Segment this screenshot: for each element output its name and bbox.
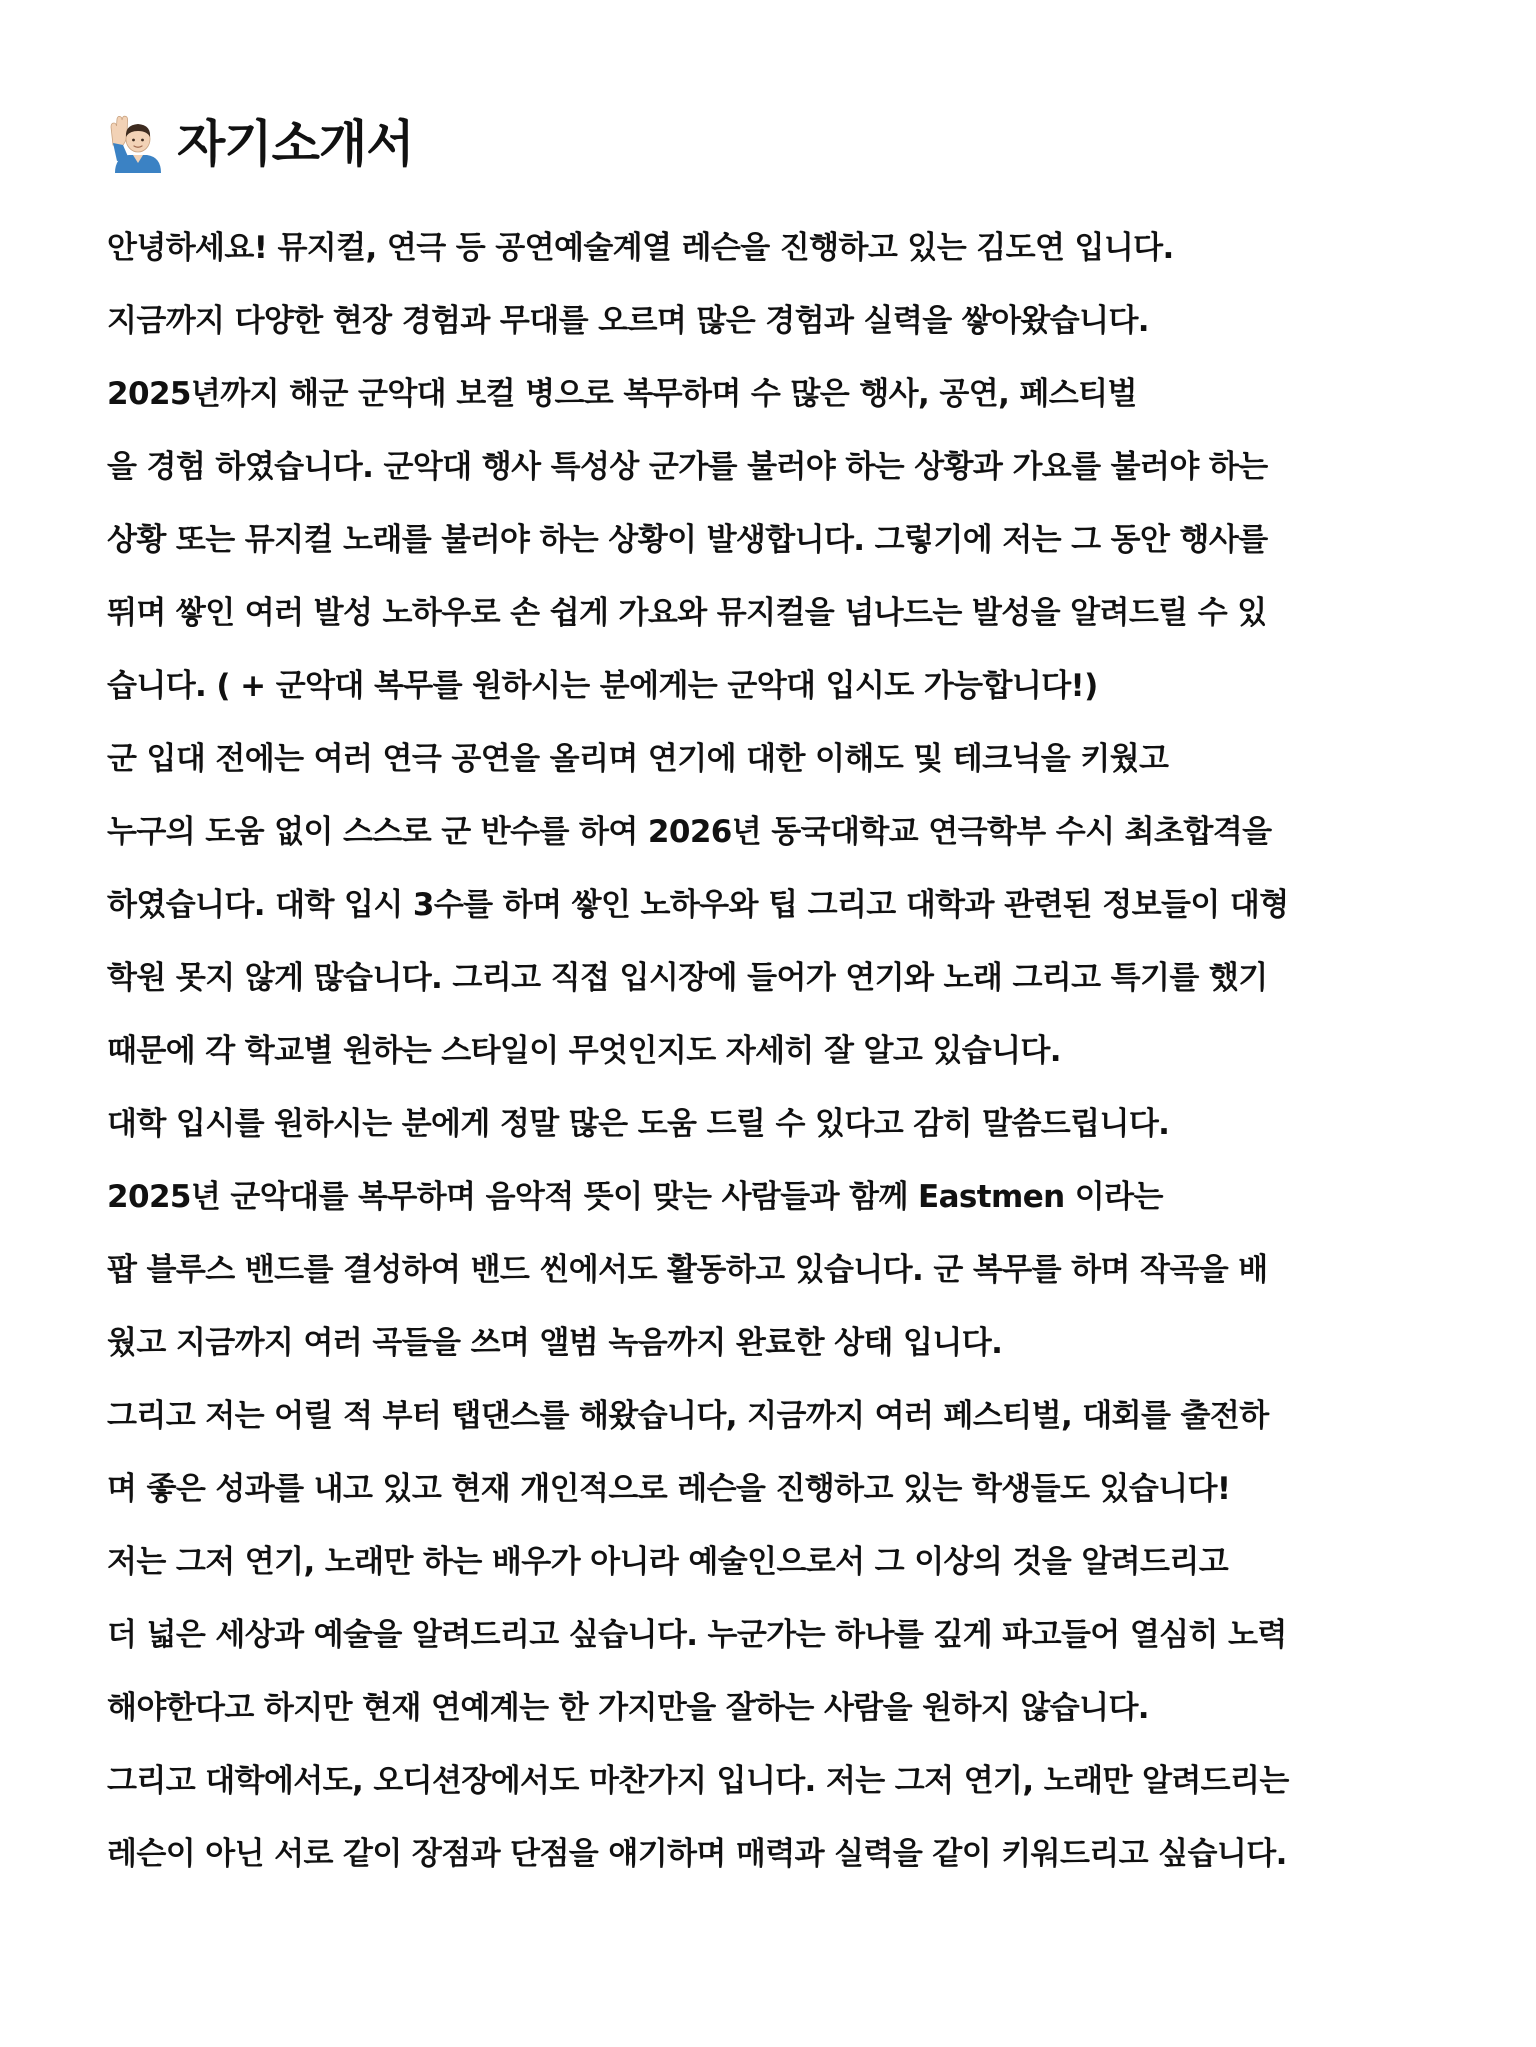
text-line: 웠고 지금까지 여러 곡들을 쓰며 앨범 녹음까지 완료한 상태 입니다. <box>107 1325 1003 1361</box>
text-line: 안녕하세요! 뮤지컬, 연극 등 공연예술계열 레슨을 진행하고 있는 김도연 입니다. <box>107 230 1174 266</box>
text-line: 그리고 저는 어릴 적 부터 탭댄스를 해왔습니다, 지금까지 여러 페스티벌, 대회를 출전하 <box>107 1398 1269 1434</box>
person-raising-hand-icon <box>107 115 163 173</box>
text-line: 학원 못지 않게 많습니다. 그리고 직접 입시장에 들어가 연기와 노래 그리고 특기를 했기 <box>107 960 1268 996</box>
text-line: 팝 블루스 밴드를 결성하여 밴드 씬에서도 활동하고 있습니다. 군 복무를 하며 작곡을 배 <box>107 1252 1268 1288</box>
text-line: 더 넓은 세상과 예술을 알려드리고 싶습니다. 누군가는 하나를 깊게 파고들어 열심히 노력 <box>107 1617 1287 1653</box>
text-line: 때문에 각 학교별 원하는 스타일이 무엇인지도 자세히 잘 알고 있습니다. <box>107 1033 1061 1069</box>
text-line: 2025년까지 해군 군악대 보컬 병으로 복무하며 수 많은 행사, 공연, 페스티벌 <box>107 376 1137 412</box>
text-line: 습니다. ( + 군악대 복무를 원하시는 분에게는 군악대 입시도 가능합니다!) <box>107 668 1098 704</box>
text-line: 을 경험 하였습니다. 군악대 행사 특성상 군가를 불러야 하는 상황과 가요를 불러야 하는 <box>107 449 1268 485</box>
text-line: 해야한다고 하지만 현재 연예계는 한 가지만을 잘하는 사람을 원하지 않습니다. <box>107 1690 1149 1726</box>
page-title: 자기소개서 <box>177 115 414 173</box>
text-line: 지금까지 다양한 현장 경험과 무대를 오르며 많은 경험과 실력을 쌓아왔습니다. <box>107 303 1149 339</box>
text-line: 2025년 군악대를 복무하며 음악적 뜻이 맞는 사람들과 함께 Eastmen 이라는 <box>107 1179 1163 1215</box>
text-line: 저는 그저 연기, 노래만 하는 배우가 아니라 예술인으로서 그 이상의 것을 알려드리고 <box>107 1544 1229 1580</box>
text-line: 군 입대 전에는 여러 연극 공연을 올리며 연기에 대한 이해도 및 테크닉을 키웠고 <box>107 741 1169 777</box>
text-line: 며 좋은 성과를 내고 있고 현재 개인적으로 레슨을 진행하고 있는 학생들도 있습니다! <box>107 1471 1231 1507</box>
text-line: 뛰며 쌓인 여러 발성 노하우로 손 쉽게 가요와 뮤지컬을 넘나드는 발성을 알려드릴 수 있 <box>107 595 1267 631</box>
text-line: 그리고 대학에서도, 오디션장에서도 마찬가지 입니다. 저는 그저 연기, 노래만 알려드리는 <box>107 1763 1289 1799</box>
text-line: 상황 또는 뮤지컬 노래를 불러야 하는 상황이 발생합니다. 그렇기에 저는 그 동안 행사를 <box>107 522 1268 558</box>
text-line: 대학 입시를 원하시는 분에게 정말 많은 도움 드릴 수 있다고 감히 말씀드립니다. <box>107 1106 1170 1142</box>
intro-body <box>107 212 1437 1891</box>
text-line: 레슨이 아닌 서로 같이 장점과 단점을 얘기하며 매력과 실력을 같이 키워드리고 싶습니다. <box>107 1836 1287 1872</box>
heading <box>107 108 414 180</box>
text-line: 누구의 도움 없이 스스로 군 반수를 하여 2026년 동국대학교 연극학부 수시 최초합격을 <box>107 814 1272 850</box>
text-line: 하였습니다. 대학 입시 3수를 하며 쌓인 노하우와 팁 그리고 대학과 관련된 정보들이 대형 <box>107 887 1289 923</box>
